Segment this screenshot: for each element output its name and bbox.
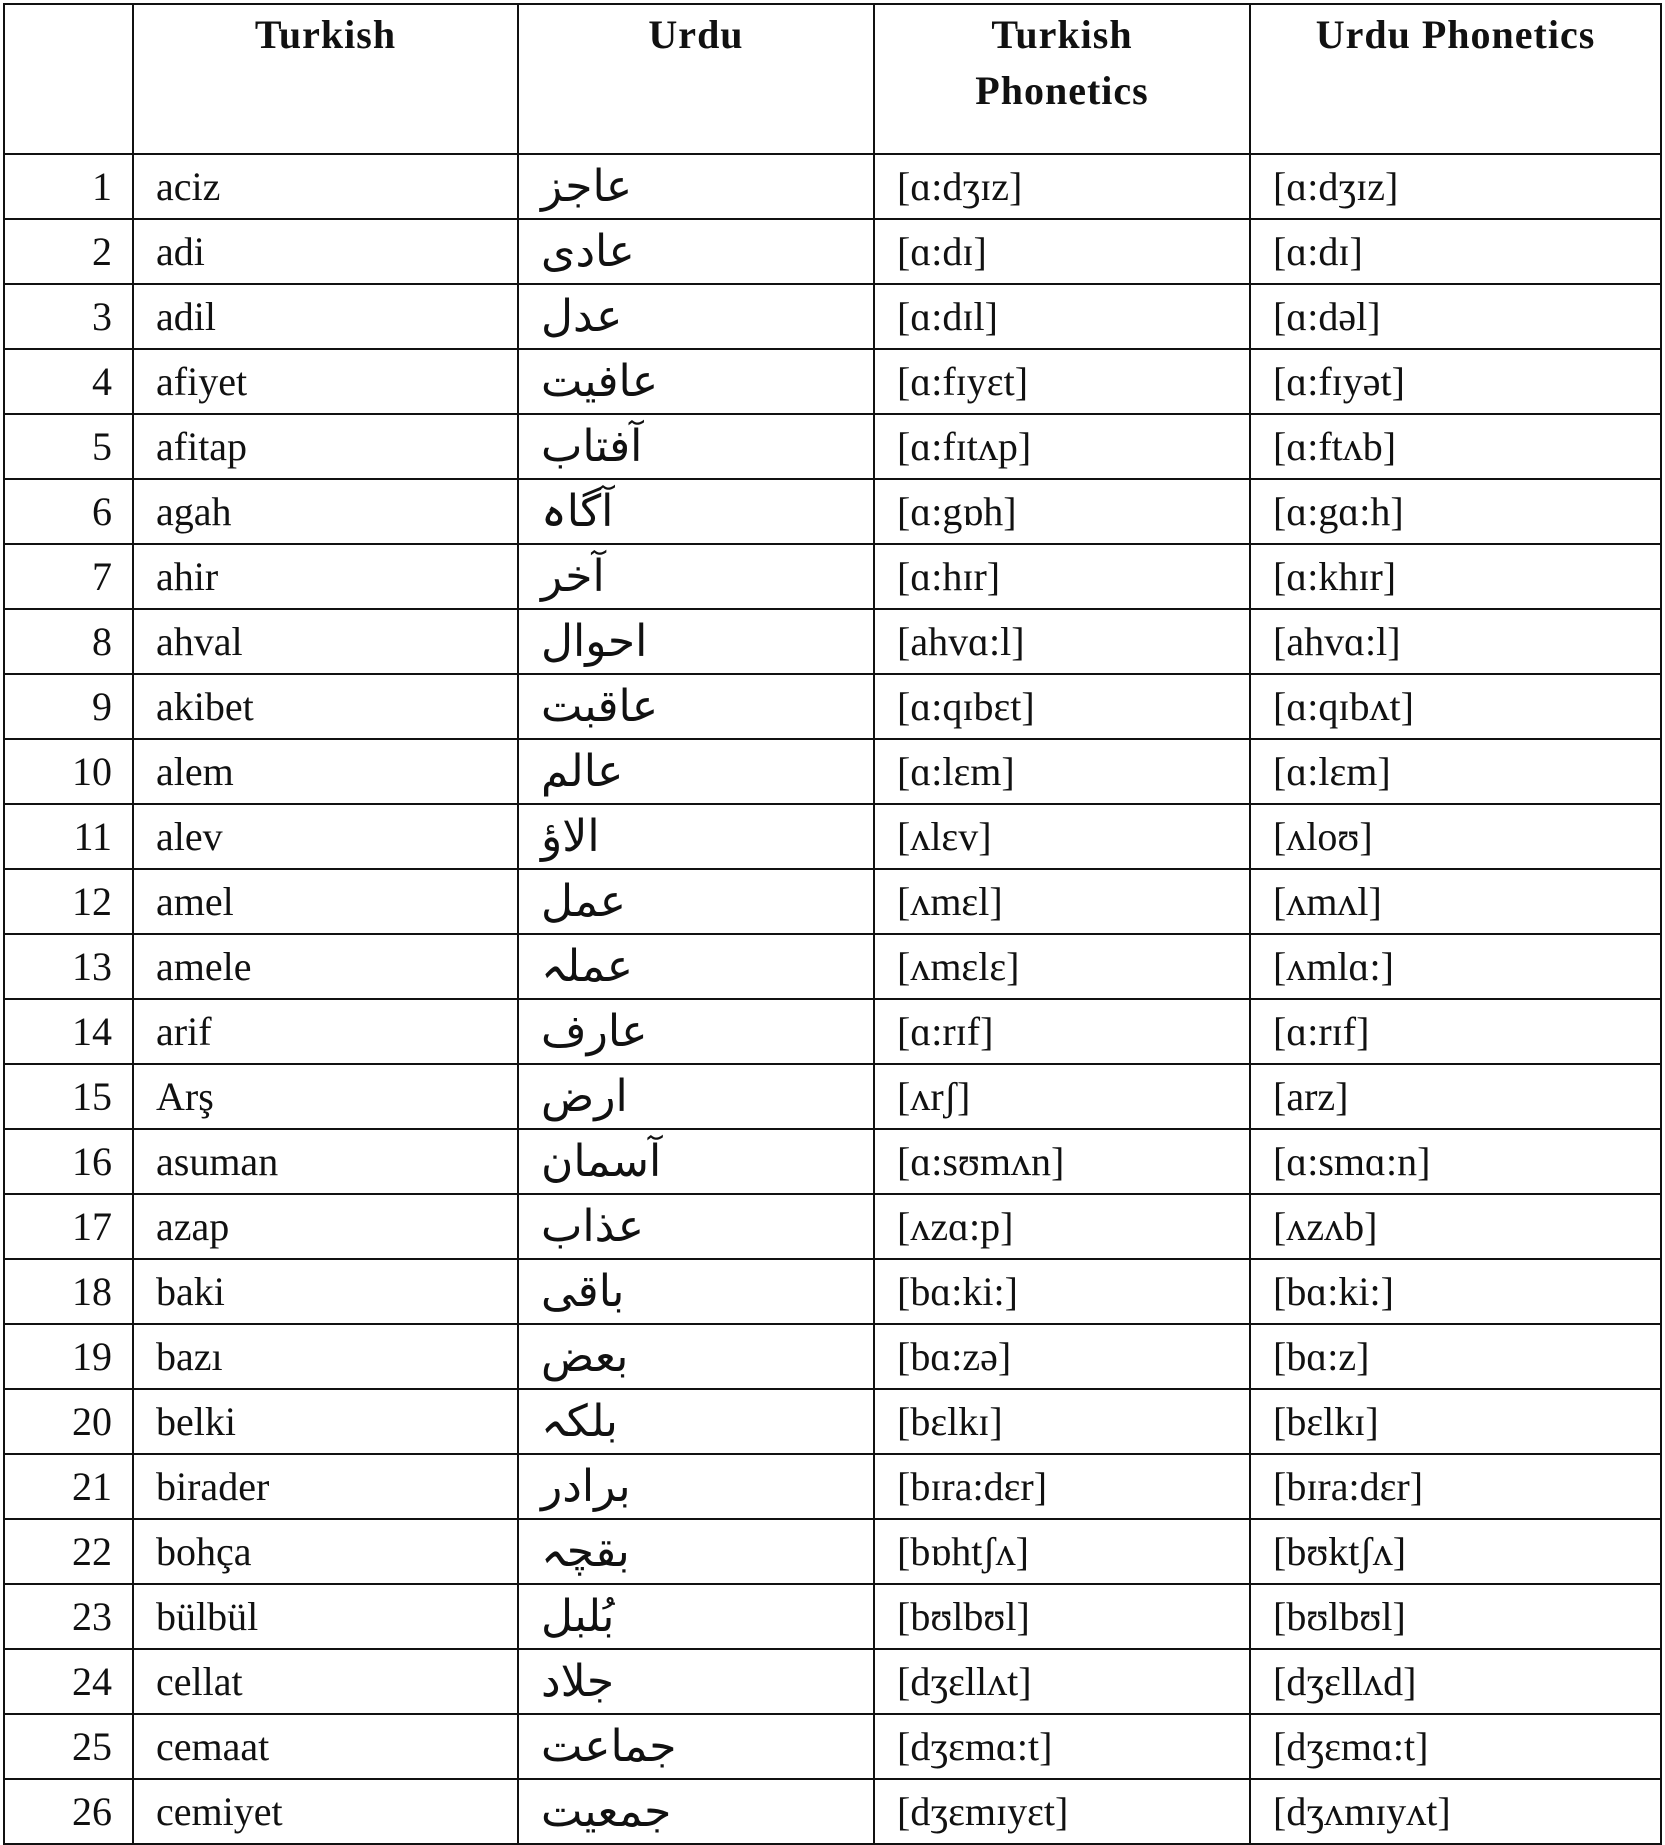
table-row	[4, 934, 1661, 999]
turkish-phonetic: [dʒɛllʌt]	[874, 1649, 1250, 1714]
turkish-word: amel	[133, 869, 518, 934]
urdu-word-text: عذاب	[541, 1201, 644, 1252]
turkish-word: bazı	[133, 1324, 518, 1389]
turkish-phonetic: [bɪra:dɛr]	[874, 1454, 1250, 1519]
table-row	[4, 999, 1661, 1064]
urdu-word	[518, 609, 874, 674]
row-number: 8	[4, 609, 133, 674]
table-row	[4, 1714, 1661, 1779]
row-number: 1	[4, 154, 133, 219]
urdu-word-text: احوال	[541, 616, 648, 667]
urdu-word	[518, 479, 874, 544]
row-number: 10	[4, 739, 133, 804]
table-row	[4, 154, 1661, 219]
table-row	[4, 349, 1661, 414]
vocabulary-table	[3, 3, 1662, 1845]
row-number: 18	[4, 1259, 133, 1324]
row-number: 19	[4, 1324, 133, 1389]
urdu-word-text: بعض	[541, 1331, 629, 1382]
urdu-phonetic: [ʌmlɑ:]	[1250, 934, 1661, 999]
turkish-word: ahir	[133, 544, 518, 609]
urdu-word	[518, 349, 874, 414]
table-row	[4, 869, 1661, 934]
urdu-word-text: آگاہ	[541, 486, 614, 537]
row-number: 15	[4, 1064, 133, 1129]
table-row	[4, 1584, 1661, 1649]
turkish-word: arif	[133, 999, 518, 1064]
urdu-phonetic: [ʌmʌl]	[1250, 869, 1661, 934]
turkish-word: adi	[133, 219, 518, 284]
urdu-word-text: بلکہ	[541, 1396, 618, 1447]
urdu-phonetic: [bɪra:dɛr]	[1250, 1454, 1661, 1519]
turkish-word: cemiyet	[133, 1779, 518, 1844]
urdu-phonetic: [dʒɛllʌd]	[1250, 1649, 1661, 1714]
turkish-word: cemaat	[133, 1714, 518, 1779]
urdu-phonetic: [ʌzʌb]	[1250, 1194, 1661, 1259]
urdu-phonetic: [dʒɛmɑ:t]	[1250, 1714, 1661, 1779]
urdu-word	[518, 739, 874, 804]
header-urdu-phonetics: Urdu Phonetics	[1250, 4, 1661, 154]
urdu-phonetic: [bɑ:ki:]	[1250, 1259, 1661, 1324]
urdu-word	[518, 1194, 874, 1259]
turkish-phonetic: [bɑ:ki:]	[874, 1259, 1250, 1324]
urdu-word-text: عاقبت	[541, 681, 659, 732]
turkish-phonetic: [ɑ:fɪyɛt]	[874, 349, 1250, 414]
urdu-phonetic: [ɑ:smɑ:n]	[1250, 1129, 1661, 1194]
urdu-word-text: بقچہ	[541, 1526, 630, 1577]
urdu-word-text: عالم	[541, 746, 624, 797]
row-number: 26	[4, 1779, 133, 1844]
row-number: 22	[4, 1519, 133, 1584]
document-page	[3, 3, 1660, 1838]
header-urdu: Urdu	[518, 4, 874, 154]
table-row	[4, 1519, 1661, 1584]
urdu-word-text: آفتاب	[541, 421, 643, 472]
table-row	[4, 219, 1661, 284]
urdu-phonetic: [ɑ:dʒɪz]	[1250, 154, 1661, 219]
row-number: 11	[4, 804, 133, 869]
table-row	[4, 1454, 1661, 1519]
row-number: 9	[4, 674, 133, 739]
table-row	[4, 804, 1661, 869]
turkish-phonetic: [ɑ:sʊmʌn]	[874, 1129, 1250, 1194]
turkish-word: cellat	[133, 1649, 518, 1714]
row-number: 25	[4, 1714, 133, 1779]
table-row	[4, 479, 1661, 544]
header-turkish-phonetics-line1: Turkish	[991, 12, 1133, 57]
table-row	[4, 1259, 1661, 1324]
header-turkish-phonetics-line2: Phonetics	[975, 68, 1149, 113]
urdu-word	[518, 674, 874, 739]
urdu-word	[518, 1389, 874, 1454]
table-row	[4, 1779, 1661, 1844]
turkish-phonetic: [bʊlbʊl]	[874, 1584, 1250, 1649]
urdu-word	[518, 1519, 874, 1584]
urdu-phonetic: [dʒʌmɪyʌt]	[1250, 1779, 1661, 1844]
turkish-word: azap	[133, 1194, 518, 1259]
turkish-phonetic: [dʒɛmɑ:t]	[874, 1714, 1250, 1779]
turkish-phonetic: [ɑ:dʒɪz]	[874, 154, 1250, 219]
table-row	[4, 1649, 1661, 1714]
turkish-word: birader	[133, 1454, 518, 1519]
row-number: 4	[4, 349, 133, 414]
turkish-phonetic: [ʌrʃ]	[874, 1064, 1250, 1129]
row-number: 12	[4, 869, 133, 934]
table-row	[4, 1129, 1661, 1194]
turkish-phonetic: [dʒɛmɪyɛt]	[874, 1779, 1250, 1844]
urdu-word	[518, 934, 874, 999]
header-row	[4, 4, 1661, 154]
row-number: 21	[4, 1454, 133, 1519]
turkish-phonetic: [ɑ:lɛm]	[874, 739, 1250, 804]
table-row	[4, 1194, 1661, 1259]
urdu-phonetic: [ɑ:dəl]	[1250, 284, 1661, 349]
urdu-word-text: برادر	[541, 1461, 631, 1512]
table-row	[4, 739, 1661, 804]
urdu-phonetic: [ahvɑ:l]	[1250, 609, 1661, 674]
urdu-word	[518, 1129, 874, 1194]
turkish-phonetic: [ʌzɑ:p]	[874, 1194, 1250, 1259]
urdu-word-text: عمل	[541, 876, 627, 927]
urdu-word	[518, 284, 874, 349]
row-number: 2	[4, 219, 133, 284]
urdu-word-text: جمعیت	[541, 1786, 672, 1837]
urdu-word	[518, 414, 874, 479]
turkish-word: afiyet	[133, 349, 518, 414]
urdu-word-text: جلاد	[541, 1656, 615, 1707]
table-row	[4, 674, 1661, 739]
turkish-phonetic: [ʌmɛl]	[874, 869, 1250, 934]
urdu-word-text: بُلبل	[541, 1591, 615, 1642]
turkish-word: ahval	[133, 609, 518, 674]
urdu-word-text: آسمان	[541, 1136, 662, 1187]
table-row	[4, 414, 1661, 479]
turkish-word: aciz	[133, 154, 518, 219]
table-row	[4, 1324, 1661, 1389]
turkish-word: bohça	[133, 1519, 518, 1584]
turkish-word: baki	[133, 1259, 518, 1324]
urdu-word-text: جماعت	[541, 1721, 677, 1772]
turkish-phonetic: [bɑ:zə]	[874, 1324, 1250, 1389]
turkish-word: adil	[133, 284, 518, 349]
row-number: 17	[4, 1194, 133, 1259]
turkish-word: amele	[133, 934, 518, 999]
turkish-phonetic: [bɛlkɪ]	[874, 1389, 1250, 1454]
urdu-word	[518, 1714, 874, 1779]
urdu-phonetic: [bɑ:z]	[1250, 1324, 1661, 1389]
turkish-word: alev	[133, 804, 518, 869]
turkish-word: afitap	[133, 414, 518, 479]
urdu-phonetic: [ʌloʊ]	[1250, 804, 1661, 869]
urdu-word	[518, 999, 874, 1064]
turkish-phonetic: [bɒhtʃʌ]	[874, 1519, 1250, 1584]
row-number: 3	[4, 284, 133, 349]
table-row	[4, 1389, 1661, 1454]
urdu-word	[518, 1649, 874, 1714]
urdu-phonetic: [ɑ:dɪ]	[1250, 219, 1661, 284]
row-number: 13	[4, 934, 133, 999]
urdu-word-text: عارف	[541, 1006, 648, 1057]
urdu-phonetic: [bʊktʃʌ]	[1250, 1519, 1661, 1584]
table-row	[4, 544, 1661, 609]
urdu-phonetic: [ɑ:qɪbʌt]	[1250, 674, 1661, 739]
urdu-phonetic: [ɑ:rɪf]	[1250, 999, 1661, 1064]
header-turkish: Turkish	[133, 4, 518, 154]
turkish-word: akibet	[133, 674, 518, 739]
row-number: 20	[4, 1389, 133, 1454]
urdu-phonetic: [ɑ:khɪr]	[1250, 544, 1661, 609]
urdu-phonetic: [ɑ:lɛm]	[1250, 739, 1661, 804]
urdu-word	[518, 1064, 874, 1129]
header-number	[4, 4, 133, 154]
turkish-phonetic: [ahvɑ:l]	[874, 609, 1250, 674]
urdu-word	[518, 1779, 874, 1844]
urdu-phonetic: [arz]	[1250, 1064, 1661, 1129]
urdu-phonetic: [bʊlbʊl]	[1250, 1584, 1661, 1649]
turkish-phonetic: [ɑ:qɪbɛt]	[874, 674, 1250, 739]
turkish-phonetic: [ɑ:fɪtʌp]	[874, 414, 1250, 479]
urdu-phonetic: [bɛlkɪ]	[1250, 1389, 1661, 1454]
row-number: 5	[4, 414, 133, 479]
urdu-word-text: آخر	[541, 551, 605, 602]
urdu-word-text: عافیت	[541, 356, 659, 407]
row-number: 7	[4, 544, 133, 609]
turkish-word: belki	[133, 1389, 518, 1454]
urdu-word-text: عادی	[541, 226, 635, 277]
turkish-word: Arş	[133, 1064, 518, 1129]
turkish-phonetic: [ʌmɛlɛ]	[874, 934, 1250, 999]
urdu-phonetic: [ɑ:ftʌb]	[1250, 414, 1661, 479]
turkish-word: asuman	[133, 1129, 518, 1194]
row-number: 16	[4, 1129, 133, 1194]
turkish-phonetic: [ɑ:dɪ]	[874, 219, 1250, 284]
row-number: 24	[4, 1649, 133, 1714]
urdu-word	[518, 544, 874, 609]
urdu-word	[518, 1454, 874, 1519]
turkish-phonetic: [ɑ:hɪr]	[874, 544, 1250, 609]
urdu-word-text: عملہ	[541, 941, 634, 992]
row-number: 23	[4, 1584, 133, 1649]
table-row	[4, 284, 1661, 349]
turkish-phonetic: [ɑ:rɪf]	[874, 999, 1250, 1064]
turkish-phonetic: [ʌlɛv]	[874, 804, 1250, 869]
turkish-word: alem	[133, 739, 518, 804]
urdu-word-text: عاجز	[541, 161, 633, 212]
turkish-word: bülbül	[133, 1584, 518, 1649]
urdu-word	[518, 1259, 874, 1324]
urdu-word-text: الاؤ	[541, 811, 600, 862]
turkish-phonetic: [ɑ:gɒh]	[874, 479, 1250, 544]
turkish-phonetic: [ɑ:dɪl]	[874, 284, 1250, 349]
urdu-word	[518, 869, 874, 934]
urdu-word	[518, 154, 874, 219]
urdu-phonetic: [ɑ:gɑ:h]	[1250, 479, 1661, 544]
header-turkish-phonetics	[874, 4, 1250, 154]
row-number: 6	[4, 479, 133, 544]
row-number: 14	[4, 999, 133, 1064]
urdu-phonetic: [ɑ:fɪyət]	[1250, 349, 1661, 414]
turkish-word: agah	[133, 479, 518, 544]
urdu-word	[518, 1584, 874, 1649]
table-row	[4, 609, 1661, 674]
urdu-word	[518, 219, 874, 284]
table-row	[4, 1064, 1661, 1129]
urdu-word	[518, 804, 874, 869]
urdu-word	[518, 1324, 874, 1389]
urdu-word-text: ارض	[541, 1071, 628, 1122]
urdu-word-text: عدل	[541, 291, 623, 342]
urdu-word-text: باقی	[541, 1266, 625, 1317]
